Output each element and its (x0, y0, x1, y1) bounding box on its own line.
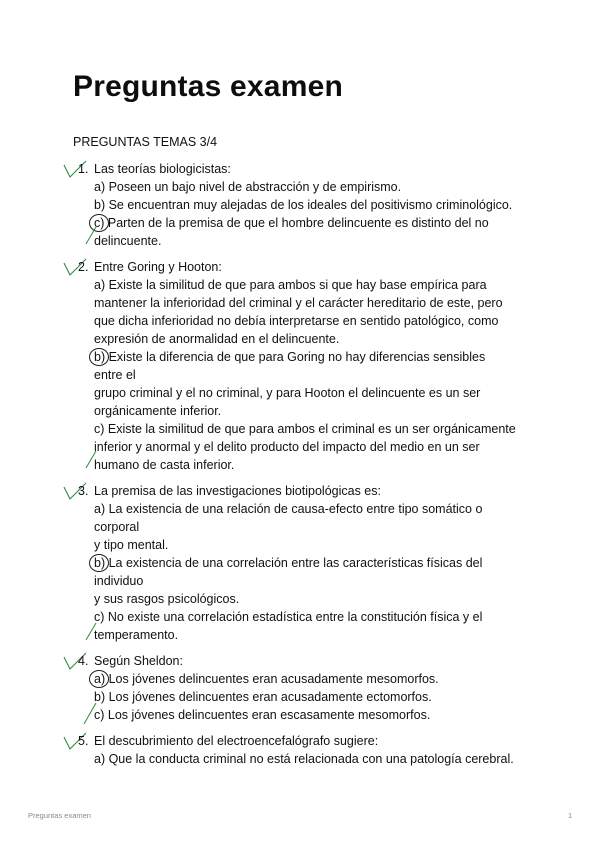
answer-option: b) Existe la diferencia de que para Goring no hay diferencias sensibles (94, 350, 486, 364)
pen-stroke-mark (84, 622, 98, 647)
answer-option-continued: corporal (94, 520, 140, 534)
question-number: 3. (78, 484, 89, 498)
answer-option-continued: individuo (94, 574, 144, 588)
answer-option: a) La existencia de una relación de causa-efecto entre tipo somático o (94, 502, 483, 516)
pen-stroke-mark (84, 226, 98, 251)
answer-option-continued: orgánicamente inferior. (94, 404, 222, 418)
circled-answer-mark (89, 554, 109, 572)
answer-option: b) Los jóvenes delincuentes eran acusadamente ectomorfos. (94, 690, 432, 704)
answer-option-continued: mantener la inferioridad del criminal y el carácter hereditario de este, pero (94, 296, 503, 310)
circled-answer-mark (89, 670, 109, 688)
question-number: 5. (78, 734, 89, 748)
footer-page-number: 1 (568, 811, 573, 820)
question-text: Las teorías biologicistas: (94, 162, 231, 176)
pen-stroke-mark (82, 702, 98, 731)
answer-option: c) Los jóvenes delincuentes eran escasamente mesomorfos. (94, 708, 431, 722)
answer-option: c) No existe una correlación estadística entre la constitución física y el (94, 610, 483, 624)
footer-document-title: Preguntas examen (28, 811, 91, 820)
pen-stroke-mark (84, 450, 98, 475)
question-number: 4. (78, 654, 89, 668)
answer-option: b) Se encuentran muy alejadas de los ideales del positivismo criminológico. (94, 198, 513, 212)
answer-option: a) Existe la similitud de que para ambos si que hay base empírica para (94, 278, 487, 292)
page-subtitle: PREGUNTAS TEMAS 3/4 (73, 135, 218, 149)
question-text: Según Sheldon: (94, 654, 183, 668)
answer-option-continued: delincuente. (94, 234, 162, 248)
answer-option: b) La existencia de una correlación entre las características físicas del (94, 556, 483, 570)
answer-option-continued: inferior y anormal y el delito producto del impacto del medio en un ser (94, 440, 480, 454)
question-text: Entre Goring y Hooton: (94, 260, 222, 274)
page-title: Preguntas examen (73, 70, 343, 103)
answer-option: a) Poseen un bajo nivel de abstracción y de empirismo. (94, 180, 402, 194)
answer-option: c) Existe la similitud de que para ambos el criminal es un ser orgánicamente (94, 422, 516, 436)
answer-option-continued: entre el (94, 368, 136, 382)
answer-option-continued: y tipo mental. (94, 538, 169, 552)
answer-option-continued: que dicha inferioridad no debía interpretarse en sentido patológico, como (94, 314, 499, 328)
question-number: 1. (78, 162, 89, 176)
answer-option: a) Que la conducta criminal no está relacionada con una patología cerebral. (94, 752, 514, 766)
question-number: 2. (78, 260, 89, 274)
answer-option: c) Parten de la premisa de que el hombre delincuente es distinto del no (94, 216, 489, 230)
question-text: El descubrimiento del electroencefalógrafo sugiere: (94, 734, 379, 748)
answer-option-continued: grupo criminal y el no criminal, y para Hooton el delincuente es un ser (94, 386, 481, 400)
answer-option-continued: expresión de anormalidad en el delincuente. (94, 332, 340, 346)
answer-option-continued: y sus rasgos psicológicos. (94, 592, 240, 606)
answer-option-continued: humano de casta inferior. (94, 458, 235, 472)
circled-answer-mark (89, 348, 109, 366)
question-text: La premisa de las investigaciones biotipológicas es: (94, 484, 381, 498)
answer-option: a) Los jóvenes delincuentes eran acusadamente mesomorfos. (94, 672, 439, 686)
answer-option-continued: temperamento. (94, 628, 179, 642)
